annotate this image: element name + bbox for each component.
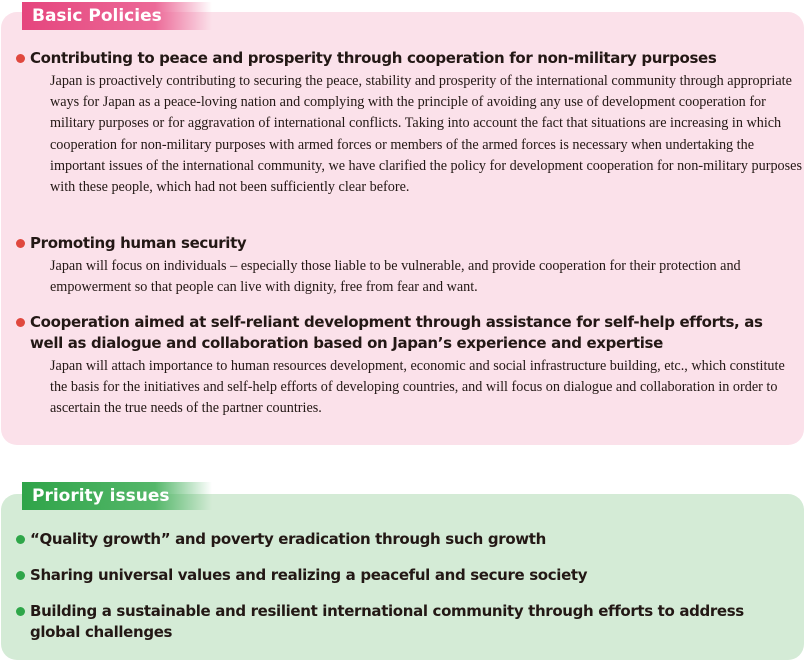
priority-issue-item-2 <box>16 565 796 586</box>
priority-issue-heading-1: “Quality growth” and poverty eradication through such growth <box>30 530 546 548</box>
bullet-icon <box>16 571 25 580</box>
basic-policies-title: Basic Policies <box>22 2 212 30</box>
bullet-icon <box>16 607 25 616</box>
basic-policy-body-2: Japan will focus on individuals – especially those liable to be vulnerable, and provide cooperation for their protection and empowerment so that people can live with dignity, free from fear and want. <box>50 258 741 296</box>
priority-issue-heading-3: Building a sustainable and resilient international community through efforts to address global challenges <box>30 602 744 641</box>
bullet-icon <box>16 239 25 248</box>
priority-issue-item-3 <box>16 601 796 643</box>
basic-policy-heading-1: Contributing to peace and prosperity through cooperation for non-military purposes <box>30 49 717 67</box>
bullet-icon <box>16 535 25 544</box>
basic-policy-heading-2: Promoting human security <box>30 234 247 252</box>
bullet-icon <box>16 318 25 327</box>
priority-issue-item-1 <box>16 529 796 550</box>
priority-issue-heading-2: Sharing universal values and realizing a peaceful and secure society <box>30 566 588 584</box>
basic-policy-body-3: Japan will attach importance to human resources development, economic and social infrastructure building, etc., which constitute the basis for the initiatives and self-help efforts of developing countries, and will focus on dialogue and collaboration in order to ascertain the true needs of the partner countries. <box>50 358 785 417</box>
basic-policy-body-1: Japan is proactively contributing to securing the peace, stability and prosperity of the international community through appropriate ways for Japan as a peace-loving nation and complying with the principle of avoiding any use of development cooperation for military purposes or for aggravation of international conflicts. Taking into account the fact that situations are increasing in which cooperation for non-military purposes with armed forces or members of the armed forces is necessary when undertaking the important issues of the international community, we have clarified the policy for development cooperation for non-military purposes with these people, which had not been sufficiently clear before. <box>50 73 802 196</box>
basic-policy-item-2 <box>16 233 796 298</box>
bullet-icon <box>16 54 25 63</box>
basic-policy-item-3 <box>16 312 796 420</box>
priority-issues-title: Priority issues <box>22 482 212 510</box>
basic-policy-item-1 <box>16 48 802 198</box>
basic-policy-heading-3: Cooperation aimed at self-reliant development through assistance for self-help efforts, as well as dialogue and collaboration based on Japan’s experience and expertise <box>30 313 763 352</box>
